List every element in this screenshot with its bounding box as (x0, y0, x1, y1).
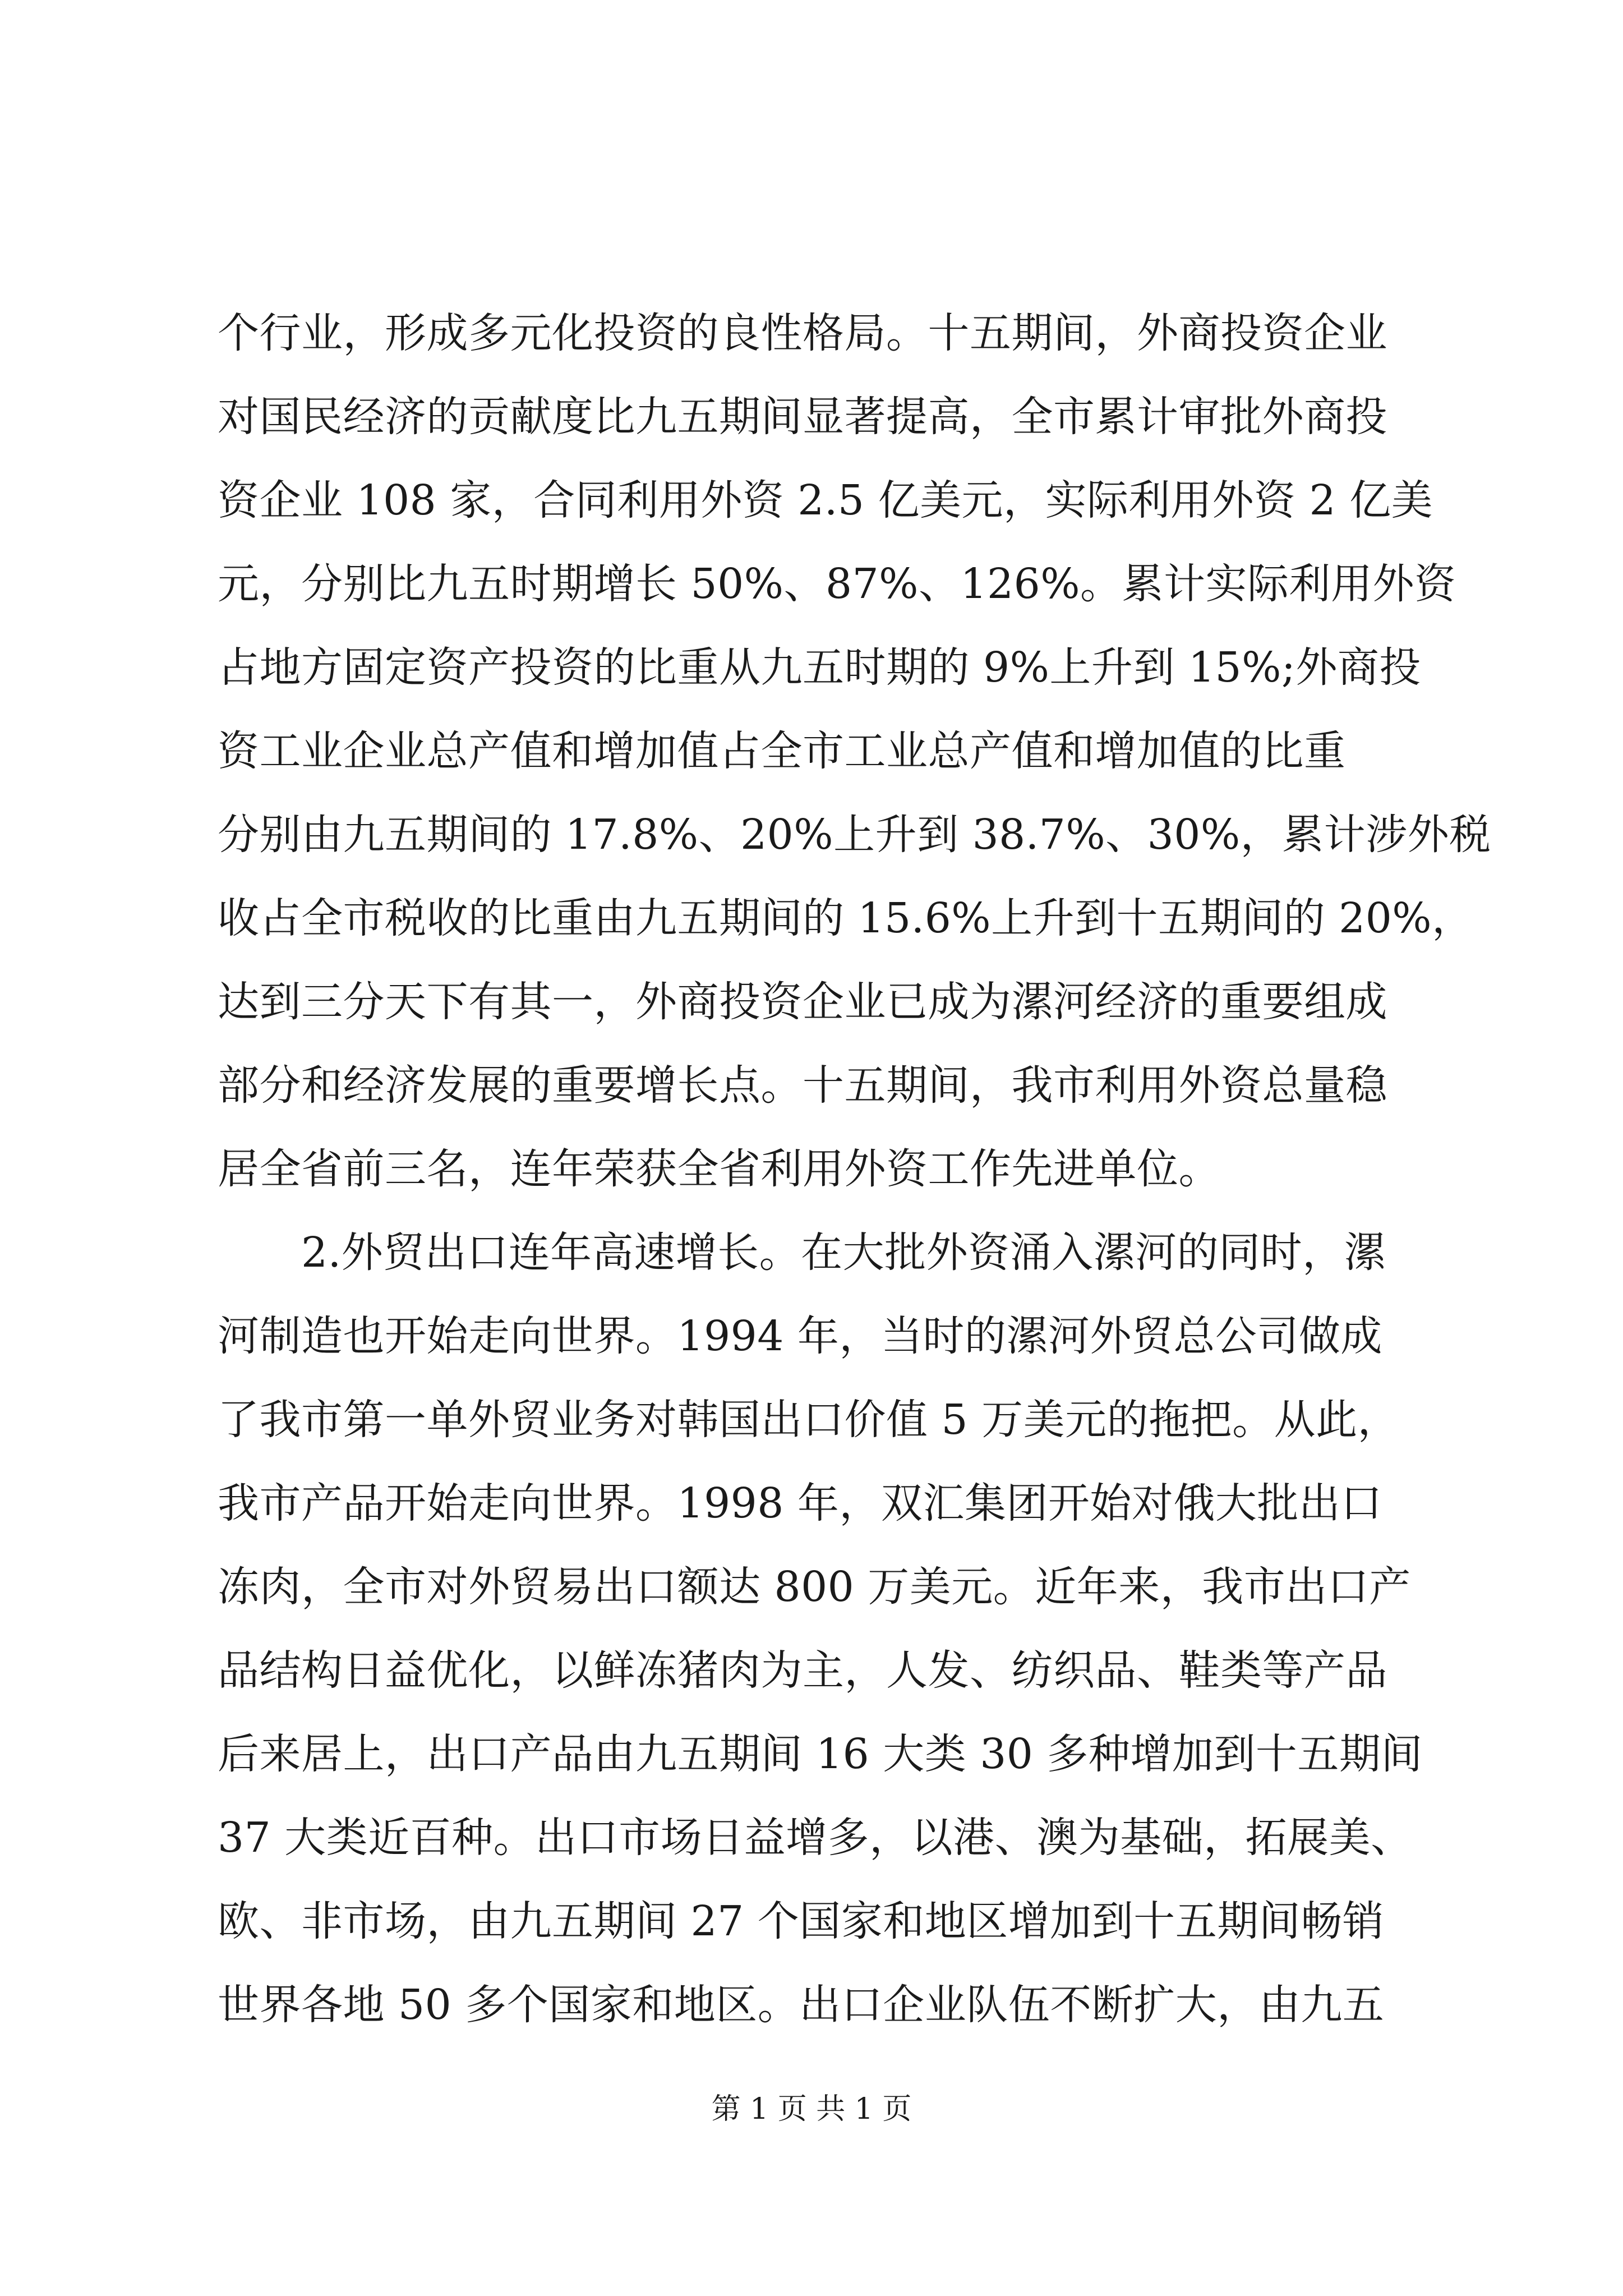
text-line: 对国民经济的贡献度比九五期间显著提高，全市累计审批外商投 (218, 393, 1387, 441)
text-line: 后来居上，出口产品由九五期间 16 大类 30 多种增加到十五期间 (218, 1730, 1423, 1778)
text-line: 达到三分天下有其一，外商投资企业已成为漯河经济的重要组成 (218, 978, 1387, 1026)
text-line: 了我市第一单外贸业务对韩国出口价值 5 万美元的拖把。从此， (218, 1396, 1400, 1444)
text-line: 占地方固定资产投资的比重从九五时期的 9%上升到 15%;外商投 (218, 643, 1421, 692)
text-line: 收占全市税收的比重由九五期间的 15.6%上升到十五期间的 20%， (218, 894, 1474, 942)
page-footer (0, 2087, 1623, 2132)
text-line: 资工业企业总产值和增加值占全市工业总产值和增加值的比重 (218, 727, 1346, 775)
text-line: 元，分别比九五时期增长 50%、87%、126%。累计实际利用外资 (218, 560, 1456, 608)
text-line: 河制造也开始走向世界。1994 年，当时的漯河外贸总公司做成 (218, 1312, 1382, 1360)
text-line: 世界各地 50 多个国家和地区。出口企业队伍不断扩大，由九五 (218, 1981, 1385, 2029)
text-line: 37 大类近百种。出口市场日益增多，以港、澳为基础，拓展美、 (218, 1814, 1413, 1862)
text-line: 个行业，形成多元化投资的良性格局。十五期间，外商投资企业 (218, 309, 1387, 357)
text-line: 冻肉，全市对外贸易出口额达 800 万美元。近年来，我市出口产 (218, 1563, 1411, 1611)
text-line: 分别由九五期间的 17.8%、20%上升到 38.7%、30%，累计涉外税 (218, 811, 1491, 859)
text-line: 品结构日益优化，以鲜冻猪肉为主，人发、纺织品、鞋类等产品 (218, 1646, 1387, 1695)
page-number-label: 第 1 页 共 1 页 (711, 2092, 912, 2126)
text-line: 资企业 108 家，合同利用外资 2.5 亿美元，实际利用外资 2 亿美 (218, 476, 1433, 524)
text-line: 2.外贸出口连年高速增长。在大批外资涌入漯河的同时，漯 (218, 1228, 1386, 1277)
text-line: 部分和经济发展的重要增长点。十五期间，我市利用外资总量稳 (218, 1061, 1387, 1110)
body-text (218, 292, 1491, 2047)
text-line: 我市产品开始走向世界。1998 年，双汇集团开始对俄大批出口 (218, 1479, 1382, 1527)
text-line: 居全省前三名，连年荣获全省利用外资工作先进单位。 (218, 1145, 1220, 1193)
text-line: 欧、非市场，由九五期间 27 个国家和地区增加到十五期间畅销 (218, 1897, 1385, 1945)
